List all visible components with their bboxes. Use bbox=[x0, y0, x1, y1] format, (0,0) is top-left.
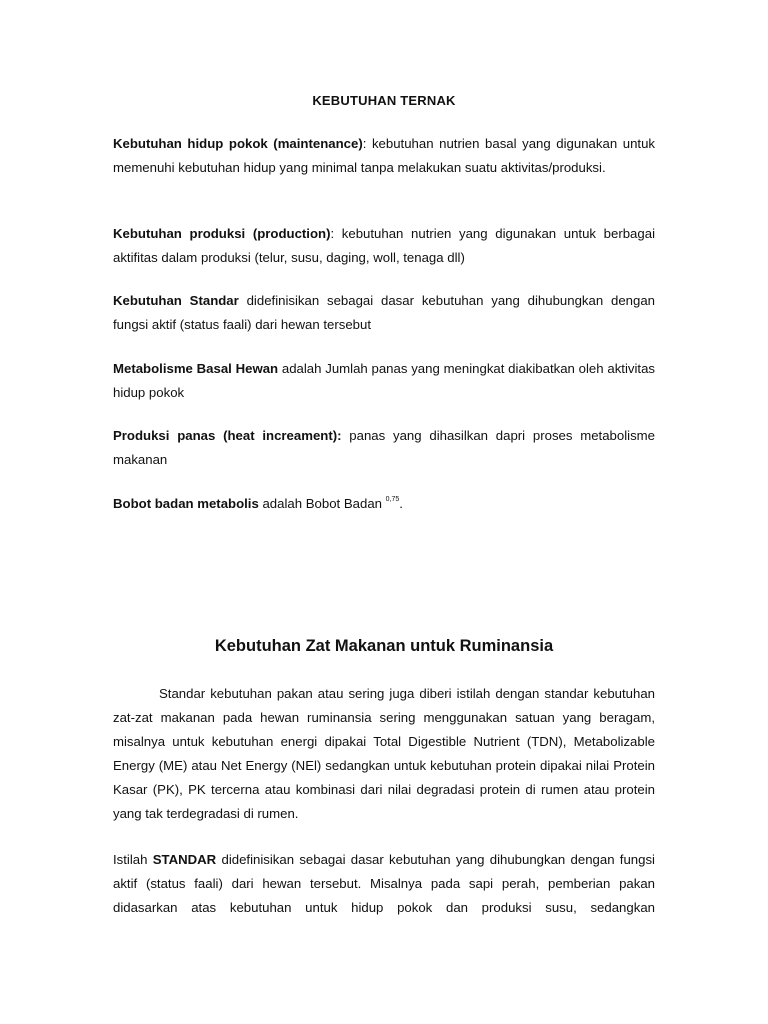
paragraph-istilah-standar bbox=[113, 848, 655, 920]
page-title: KEBUTUHAN TERNAK bbox=[312, 93, 456, 108]
definition-text: : kebutuhan nutrien yang digunakan untuk berbagai aktifitas dalam produksi (telur, susu, daging, woll, tenaga dll) bbox=[113, 226, 655, 265]
section-title: Kebutuhan Zat Makanan untuk Ruminansia bbox=[214, 637, 554, 655]
definition-suffix: . bbox=[399, 496, 403, 511]
definition-metabolisme-basal bbox=[113, 357, 655, 405]
paragraph-lead: Istilah bbox=[113, 852, 153, 867]
paragraph-text: didefinisikan sebagai dasar kebutuhan yang dihubungkan dengan fungsi aktif (status faali) dari hewan tersebut. Misalnya pada sapi perah, pemberian pakan didasarkan atas kebutuhan untuk hidup pokok dan produksi susu, sedangkan bbox=[113, 852, 655, 915]
definition-text: adalah Jumlah panas yang meningkat diakibatkan oleh aktivitas hidup pokok bbox=[113, 361, 655, 400]
exponent: 0,75 bbox=[385, 496, 400, 503]
definition-maintenance bbox=[113, 132, 655, 180]
definition-heat-increament bbox=[113, 424, 655, 472]
definition-text: adalah Bobot Badan bbox=[258, 496, 386, 511]
definition-text: panas yang dihasilkan dapri proses metabolisme makanan bbox=[113, 428, 655, 467]
definition-term: Bobot badan metabolis bbox=[113, 496, 259, 511]
definition-text: : kebutuhan nutrien basal yang digunakan untuk memenuhi kebutuhan hidup yang minimal tanpa melakukan suatu aktivitas/produksi. bbox=[113, 136, 655, 175]
definition-term: Kebutuhan hidup pokok (maintenance) bbox=[113, 136, 363, 151]
paragraph-bold-term: STANDAR bbox=[152, 852, 217, 867]
definition-bobot-badan bbox=[113, 492, 655, 516]
definition-term: Kebutuhan Standar bbox=[113, 293, 239, 308]
definition-term: Kebutuhan produksi (production) bbox=[113, 226, 331, 241]
definition-standar bbox=[113, 289, 655, 337]
definition-term: Produksi panas (heat increament): bbox=[113, 428, 342, 443]
definition-production bbox=[113, 222, 655, 270]
definition-text: didefinisikan sebagai dasar kebutuhan yang dihubungkan dengan fungsi aktif (status faali) dari hewan tersebut bbox=[113, 293, 655, 332]
paragraph-standar-kebutuhan: Standar kebutuhan pakan atau sering juga diberi istilah dengan standar kebutuhan zat-zat makanan pada hewan ruminansia sering menggunakan satuan yang beragam, misalnya untuk kebutuhan energi dipakai Total Digestible Nutrient (TDN), Metabolizable Energy (ME) atau Net Energy (NEl) sedangkan untuk kebutuhan protein dipakai nilai Protein Kasar (PK), PK tercerna atau kombinasi dari nilai degradasi protein di rumen atau protein yang tak terdegradasi di rumen. bbox=[113, 686, 655, 821]
definition-term: Metabolisme Basal Hewan bbox=[113, 361, 279, 376]
